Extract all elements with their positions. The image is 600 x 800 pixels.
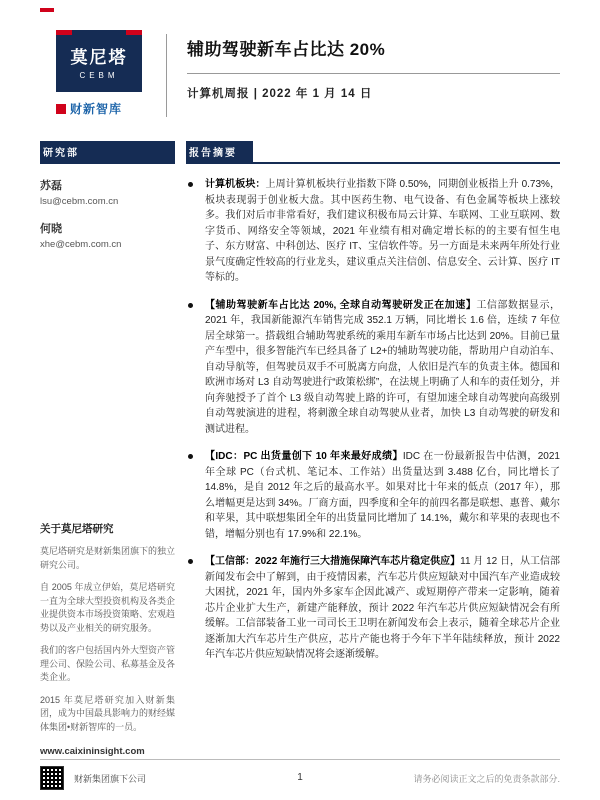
logo-en-text: CEBM [79, 70, 119, 80]
title-column [167, 30, 560, 117]
qr-code [40, 766, 64, 790]
report-header [0, 0, 600, 117]
summary-label: 报告摘要 [186, 141, 253, 162]
sidebar [40, 141, 175, 757]
main-column [175, 141, 560, 757]
bullet-paragraph [205, 449, 560, 542]
top-red-accent [40, 8, 54, 12]
bullet-paragraph [205, 298, 560, 438]
summary-bullet-list [186, 177, 560, 663]
bullet-icon [188, 303, 193, 308]
brand-column [40, 30, 166, 117]
analyst-name: 何晓 [40, 223, 62, 235]
footer-company-label: 财新集团旗下公司 [74, 773, 147, 784]
about-paragraph: 2015 年莫尼塔研究加入财新集团，成为中国最具影响力的财经媒体集团•财新智库的一员。 [40, 694, 176, 732]
bullet-text: 11 月 12 日，从工信部新闻发布会中了解到，由于疫情因素，汽车芯片供应短缺对中国汽车产业造成较大困扰，2021 年，国内外多家车企因此减产、或短期停产带来一定影响，随着芯片企业扩大生产，新建产能释放，预计 2022 年汽车芯片供应短缺情况会有所缓解。工信部装备工业一司司长王卫明在新闻发布会上表示，随着全球芯片企业逐渐加大汽车芯片生产供应，芯片产能也将于今年下半年陆续释放，预计 2022 年汽车芯片供应短缺情况将会逐渐缓解。 [205, 556, 560, 660]
caixin-insight-logo [56, 100, 166, 117]
analyst-item [40, 220, 175, 250]
report-body [0, 141, 600, 757]
website-link[interactable]: www.caixininsight.com [40, 746, 145, 757]
bullet-icon [188, 559, 193, 564]
report-subtitle: 计算机周报 | 2022 年 1 月 14 日 [187, 88, 373, 100]
summary-bullet [186, 298, 560, 438]
cebm-logo [56, 30, 142, 92]
report-title: 辅助驾驶新车占比达 20% [187, 40, 386, 59]
caixin-square-icon [56, 104, 66, 114]
bullet-lead: 【辅助驾驶新车占比达 20%, 全球自动驾驶研发正在加速】 [205, 299, 477, 311]
bullet-icon [188, 454, 193, 459]
about-paragraph: 我们的客户包括国内外大型资产管理公司、保险公司、私募基金及各类企业。 [40, 645, 176, 682]
analyst-email-link[interactable]: lsu@cebm.com.cn [40, 196, 119, 207]
bullet-text: IDC 在一份最新报告中估测，2021 年全球 PC（台式机、笔记本、工作站）出货量达到 3.488 亿台，同比增长了 14.8%，是自 2012 年之后的最高水平。如果对比十年来的低点（2017 年），那么增幅更是达到 34%。厂商方面，四季度和全年的前四名都是联想、惠普、戴尔和苹果，其中联想集团全年的出货量同比增加了 14.1%，戴尔和苹果的表现也不错，增幅分别也有 17.9%和 22.1%。 [205, 451, 560, 540]
summary-bullet [186, 554, 560, 663]
bullet-paragraph [205, 177, 560, 286]
summary-section-header [186, 141, 560, 164]
analyst-item [40, 177, 175, 207]
summary-bullet [186, 177, 560, 286]
page-number: 1 [297, 772, 303, 783]
bullet-icon [188, 182, 193, 187]
bullet-text: 上周计算机板块行业指数下降 0.50%，同期创业板指上升 0.73%，板块表现弱于创业板大盘。其中医药生物、电气设备、有色金属等板块上涨较多。我们对后市非常看好，我们建议积极布局云计算、车联网、工业互联网、数字货币、网络安全等领域，2021 年业绩有相对确定增长标的的主要有恒生电子、东方财富、中科创达、医疗 IT、宝信软件等。另一方面是未来两年所处行业景气度确定性较高的行业龙头，建议重点关注信创、信息安全、云计算、医疗 IT 等标的。 [205, 179, 561, 283]
bullet-lead: 【IDC：PC 出货量创下 10 年来最好成绩】 [205, 451, 403, 462]
title-divider [187, 73, 560, 74]
bullet-lead: 计算机板块： [205, 179, 266, 190]
about-title: 关于莫尼塔研究 [40, 523, 114, 535]
about-paragraph: 莫尼塔研究是财新集团旗下的独立研究公司。 [40, 546, 176, 570]
analyst-email-link[interactable]: xhe@cebm.com.cn [40, 239, 122, 250]
footer-disclaimer: 请务必阅读正文之后的免责条款部分. [413, 773, 560, 784]
sidebar-section-header [40, 141, 175, 164]
bullet-lead: 【工信部：2022 年施行三大措施保障汽车芯片稳定供应】 [205, 556, 461, 567]
bullet-text: 工信部数据显示，2021 年，我国新能源汽车销售完成 352.1 万辆，同比增长 1.6 倍，连续 7 年位居全球第一。搭载组合辅助驾驶系统的乘用车新车市场占比达到 20%。目前已量产车型中，很多智能汽车已经具备了 L2+的辅助驾驶功能，帮助用户自动泊车、自动导航等，但驾驶员双手不可脱离方向盘，人依旧是汽车的负责主体。德国和欧洲市场对 L3 自动驾驶进行“政策松绑”，在法规上明确了人和车的责任划分，并向奔驰授予了首个 L3 级自动驾驶上路的许可，有望加速全球自动驾驶向高级别自动驾驶演进的进程，将刺激全球自动驾驶从业者，加快 L3 自动驾驶的研发和测试进程。 [205, 299, 560, 435]
about-section [40, 521, 175, 757]
page-footer [40, 759, 560, 790]
analyst-name: 苏磊 [40, 180, 62, 192]
caixin-insight-label: 财新智库 [70, 102, 123, 116]
logo-cn-text: 莫尼塔 [70, 47, 128, 67]
summary-bullet [186, 449, 560, 542]
research-dept-label: 研究部 [40, 141, 175, 162]
about-paragraph: 自 2005 年成立伊始，莫尼塔研究一直为全球大型投资机构及各类企业提供资本市场投资策略、宏观趋势以及产业相关的研究服务。 [40, 582, 176, 633]
bullet-paragraph [205, 554, 560, 663]
